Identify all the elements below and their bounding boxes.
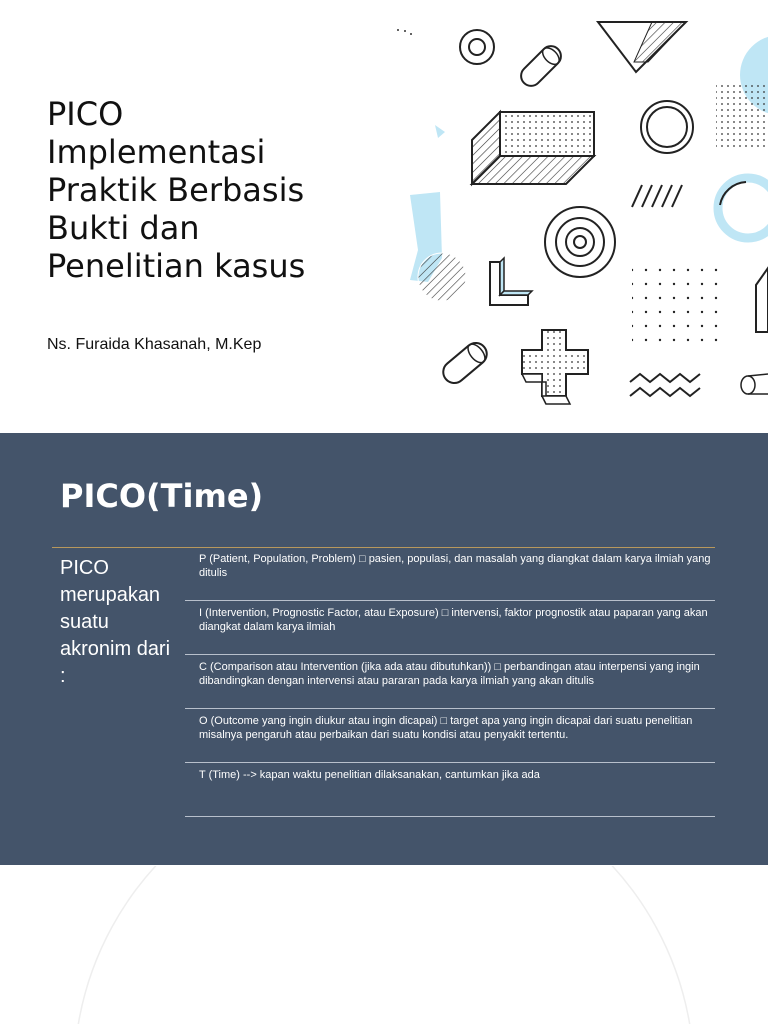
pico-row-p: P (Patient, Population, Problem) □ pasien, populasi, dan masalah yang diangkat dalam karya ilmiah yang ditulis [185,547,715,601]
slide-1-title: PICO Implementasi Praktik Berbasis Bukti dan Penelitian kasus [47,95,306,285]
decorative-arc-icon [0,866,768,1024]
slide-1-author: Ns. Furaida Khasanah, M.Kep [47,336,262,353]
geometric-shapes-icon [390,0,768,432]
pico-intro-text: PICO merupakan suatu akronim dari : [60,557,171,687]
pico-row-c: C (Comparison atau Intervention (jika ada atau dibutuhkan)) □ perbandingan atau interpensi yang ingin dibandingkan dengan intervensi atau pararan pada karya ilmiah yang akan ditulis [185,655,715,709]
slide-2 [0,433,768,865]
slide-3 [0,866,768,1024]
pico-row-t: T (Time) --> kapan waktu penelitian dilaksanakan, cantumkan jika ada [185,763,715,817]
pico-table [185,547,715,817]
slide-1 [0,0,768,432]
pico-row-o: O (Outcome yang ingin diukur atau ingin dicapai) □ target apa yang ingin dicapai dari suatu penelitian misalnya pengaruh atau perbaikan dari suatu kondisi atau penyakit tertentu. [185,709,715,763]
slide-2-title: PICO(Time) [60,477,264,515]
pico-row-i: I (Intervention, Prognostic Factor, atau Exposure) □ intervensi, faktor prognostik atau paparan yang akan diangkat dalam karya ilmiah [185,601,715,655]
